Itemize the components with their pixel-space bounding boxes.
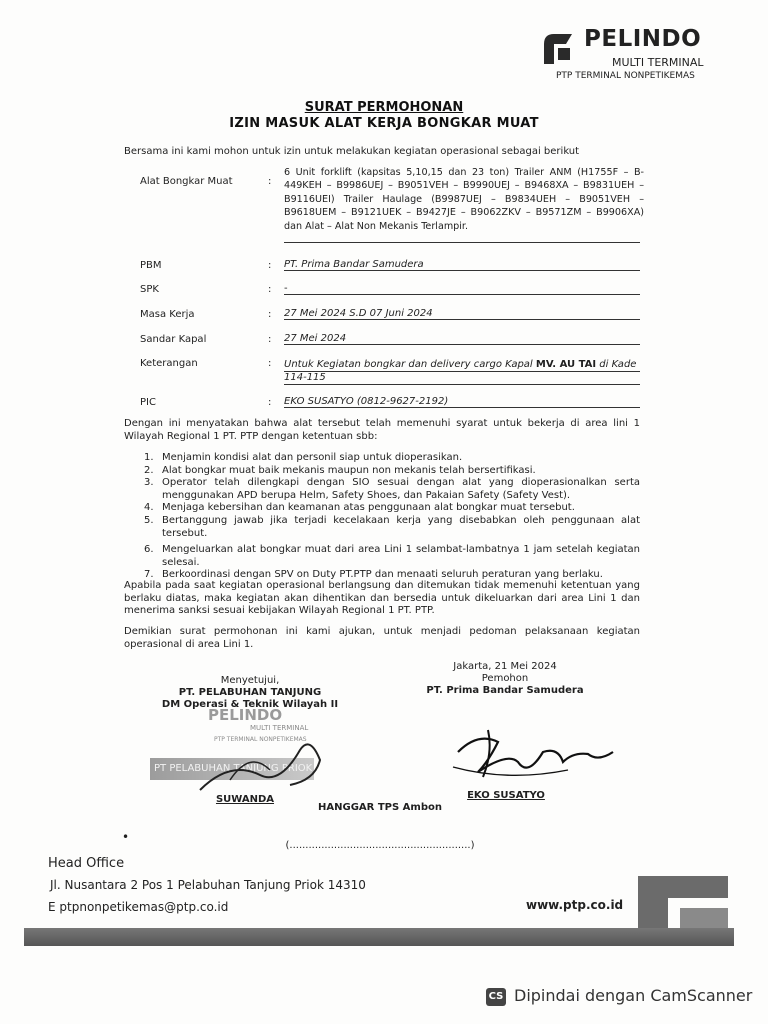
dot-mark: • (122, 830, 130, 844)
spk-label: SPK (140, 284, 159, 295)
approval-role: DM Operasi & Teknik Wilayah II (161, 699, 339, 710)
conditions-list (140, 452, 640, 582)
masa-label: Masa Kerja (140, 309, 195, 320)
pic-label: PIC (140, 397, 156, 408)
colon: : (268, 397, 272, 408)
letter-title: SURAT PERMOHONAN (304, 100, 464, 115)
sandar-value: 27 Mei 2024 (284, 333, 640, 345)
closing-text: Demikian surat permohonan ini kami ajukan, untuk menjadi pedoman pelaksanaan kegiatan operasional di area Lini 1. (124, 626, 640, 650)
logo-terminal: PTP TERMINAL NONPETIKEMAS (556, 71, 695, 81)
footer-email: E ptpnonpetikemas@ptp.co.id (48, 900, 229, 914)
list-item: 5. Bertanggung jawab jika terjadi kecelakaan kerja yang disebabkan oleh penggunaan alat tersebut. (144, 514, 640, 539)
intro-text: Bersama ini kami mohon untuk izin untuk melakukan kegiatan operasional sebagai berikut (124, 146, 580, 157)
applicant-name: EKO SUSATYO (467, 790, 545, 801)
underline (284, 384, 640, 385)
alat-label: Alat Bongkar Muat (140, 176, 233, 187)
pemohon-org: PT. Prima Bandar Samudera (426, 685, 584, 696)
list-item: 3. Operator telah dilengkapi dengan SIO sesuai dengan alat yang dioperasionalkan serta menggunakan APD berupa Helm, Safety Shoes, dan Pakaian Safety (Safety Vest). (144, 477, 640, 501)
underline (284, 242, 640, 243)
declaration-text: Dengan ini menyatakan bahwa alat tersebut telah memenuhi syarat untuk bekerja di area lini 1 Wilayah Regional 1 PT. PTP dengan ketentuan sbb: (124, 418, 640, 442)
stamp-bar: PT PELABUHAN TANJUNG PRIOK (150, 758, 314, 780)
alat-value: 6 Unit forklift (kapsitas 5,10,15 dan 23 ton) Trailer ANM (H1755F – B-449KEH – B9986UEJ – B9051VEH – B9990UEJ – B9468XA – B9831UEH – B9116UEI) Trailer Haulage (B9987UEJ – B9834UEH – B9051VEH – B9618UEM – B9121UEK – B9427JE – B9062ZKV – B9571ZM – B9906XA) dan Alat – Alat Non Mekanis Terlampir. (284, 167, 644, 232)
camscanner-badge (486, 986, 752, 1006)
keterangan-location: di Kade 114-115 (284, 359, 637, 383)
stamp-subtitle: MULTI TERMINAL (250, 724, 309, 732)
footer-bar (24, 928, 734, 946)
pelindo-logo-icon (540, 30, 576, 66)
logo-brand: PELINDO (584, 26, 702, 52)
spk-value: - (284, 283, 640, 295)
stamp-terminal: PTP TERMINAL NONPETIKEMAS (214, 736, 307, 743)
applicant-signature (448, 722, 628, 786)
list-item: 7. Berkoordinasi dengan SPV on Duty PT.PTP dan menaati seluruh peraturan yang berlaku. (144, 569, 603, 581)
approver-name: SUWANDA (215, 794, 275, 805)
colon: : (268, 260, 272, 271)
sandar-label: Sandar Kapal (140, 334, 207, 345)
stamp-brand: PELINDO (208, 706, 283, 724)
colon: : (268, 309, 272, 320)
footer-address: Jl. Nusantara 2 Pos 1 Pelabuhan Tanjung Priok 14310 (50, 878, 366, 892)
sanction-text: Apabila pada saat kegiatan operasional berlangsung dan ditemukan tidak memenuhi ketentuan yang berlaku diatas, maka kegiatan akan dihentikan dan bersedia untuk dikeluarkan dari area Lini 1 dan menerima sanksi sesuai kebijakan Wilayah Regional 1 PT. PTP. (124, 580, 640, 617)
vessel-name: MV. AU TAI (535, 359, 597, 370)
keterangan-label: Keterangan (140, 358, 198, 369)
colon: : (268, 176, 272, 187)
colon: : (268, 284, 272, 295)
blank-signature-line: (.........................................................) (285, 840, 475, 851)
pic-value: EKO SUSATYO (0812-9627-2192) (284, 396, 640, 408)
footer-website: www.ptp.co.id (526, 898, 624, 912)
list-item: 1. Menjamin kondisi alat dan personil siap untuk dioperasikan. (144, 452, 463, 463)
hanggar-label: HANGGAR TPS Ambon (318, 802, 442, 813)
approval-heading: Menyetujui, (220, 675, 280, 686)
pbm-value: PT. Prima Bandar Samudera (284, 259, 640, 271)
approval-org: PT. PELABUHAN TANJUNG (178, 687, 322, 698)
list-item: 6. Mengeluarkan alat bongkar muat dari area Lini 1 selambat-lambatnya 1 jam setelah kegiatan selesai. (144, 544, 640, 568)
pelindo-logo (540, 26, 740, 86)
colon: : (268, 358, 272, 369)
list-item: 4. Menjaga kebersihan dan keamanan atas penggunaan alat bongkar muat tersebut. (144, 502, 575, 514)
underline (284, 371, 640, 372)
list-item: 2. Alat bongkar muat baik mekanis maupun non mekanis telah bersertifikasi. (144, 464, 536, 476)
camscanner-text: Dipindai dengan CamScanner (514, 986, 753, 1005)
footer-head-office: Head Office (48, 856, 125, 871)
keterangan-text: Untuk Kegiatan bongkar dan delivery cargo Kapal (284, 359, 536, 370)
letter-subtitle: IZIN MASUK ALAT KERJA BONGKAR MUAT (229, 116, 539, 131)
place-date: Jakarta, 21 Mei 2024 (453, 661, 557, 672)
approver-signature (190, 730, 340, 800)
camscanner-icon: CS (486, 988, 506, 1006)
pbm-label: PBM (140, 260, 162, 271)
logo-subtitle: MULTI TERMINAL (612, 56, 704, 69)
masa-value: 27 Mei 2024 S.D 07 Juni 2024 (284, 308, 640, 320)
colon: : (268, 334, 272, 345)
pemohon-heading: Pemohon (481, 673, 529, 684)
